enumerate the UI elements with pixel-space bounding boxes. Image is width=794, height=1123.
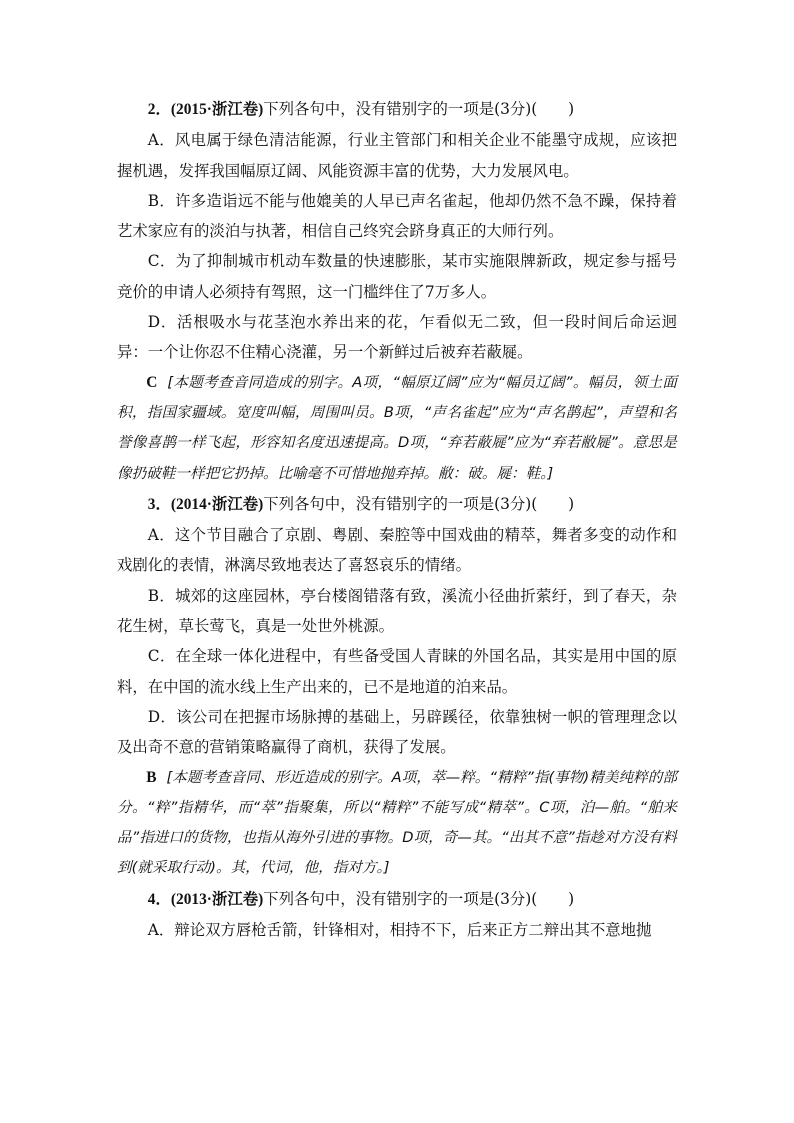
answer-letter: C: [146, 373, 158, 391]
question-source: (2013·浙江卷): [170, 890, 264, 908]
question-source: (2015·浙江卷): [170, 101, 264, 118]
answer-analysis: [本题考查音同、形近造成的别字。A项，萃—粹。“精粹”指(事物)精美纯粹的部分。“粹”指精华，而“萃”指聚集，所以“精粹”不能写成“精萃”。C项，泊—舶。“舶来品”指进口的货物，也指从海外引进的事物。D项，奇—其。“出其不意”指趁对方没有料到(就采取行动)。其，代词，他，指对方。]: [117, 768, 677, 877]
question-2-stem: [117, 94, 677, 125]
question-3-option-a: A．这个节目融合了京剧、粤剧、秦腔等中国戏曲的精萃，舞者多变的动作和戏剧化的表情，淋漓尽致地表达了喜怒哀乐的情绪。: [117, 526, 677, 575]
answer-analysis: [本题考查音同造成的别字。A项，“幅原辽阔”应为“幅员辽阔”。幅员，领土面积，指国家疆域。宽度叫幅，周围叫员。B项，“声名雀起”应为“声名鹊起”，声望和名誉像喜鹊一样飞起，形容知名度迅速提高。D项，“弃若蔽屣”应为“弃若敝屣”。意思是像扔破鞋一样把它扔掉。比喻毫不可惜地抛弃掉。敝：破。屣：鞋。]: [117, 373, 677, 482]
question-3-option-b: B．城郊的这座园林，亭台楼阁错落有致，溪流小径曲折萦纡，到了春天，杂花生树，草长莺飞，真是一处世外桃源。: [117, 586, 677, 636]
question-4-option-a: A．辩论双方唇枪舌箭，针锋相对，相持不下，后来正方二辩出其不意地抛: [147, 921, 652, 940]
question-2-option-d: D．活根吸水与花茎泡水养出来的花，乍看似无二致，但一段时间后命运迥异：一个让你忍不住精心浇灌，另一个新鲜过后被弃若蔽屣。: [117, 313, 677, 362]
question-4-stem: [117, 884, 677, 915]
question-number: 4．: [147, 890, 171, 908]
document-content: [117, 94, 677, 945]
question-number: 2．: [147, 101, 171, 118]
question-stem-text: 下列各句中，没有错别字的一项是(3分)( ): [263, 889, 575, 908]
question-3-option-d: D．该公司在把握市场脉搏的基础上，另辟蹊径，依靠独树一帜的管理理念以及出奇不意的营销策略赢得了商机，获得了发展。: [117, 707, 677, 757]
question-2-option-a: A．风电属于绿色清洁能源，行业主管部门和相关企业不能墨守成规，应该把握机遇，发挥我国幅原辽阔、风能资源丰富的优势，大力发展风电。: [117, 131, 677, 180]
question-3-option-c: C．在全球一体化进程中，有些备受国人青睐的外国名品，其实是用中国的原料，在中国的流水线上生产出来的，已不是地道的泊来品。: [117, 647, 677, 696]
answer-letter: B: [146, 768, 157, 786]
question-2-option-b: B．许多造诣远不能与他媲美的人早已声名雀起，他却仍然不急不躁，保持着艺术家应有的淡泊与执著，相信自己终究会跻身真正的大师行列。: [117, 191, 677, 241]
question-2-option-c: C．为了抑制城市机动车数量的快速膨胀，某市实施限牌新政，规定参与摇号竞价的申请人必须持有驾照，这一门槛绊住了7万多人。: [117, 252, 677, 301]
question-number: 3．: [147, 495, 171, 513]
question-stem-text: 下列各句中，没有错别字的一项是(3分)( ): [263, 494, 575, 513]
question-3-stem: [117, 489, 677, 520]
question-source: (2014·浙江卷): [170, 495, 264, 513]
question-3-answer: [117, 763, 677, 884]
question-2-answer: [117, 368, 677, 489]
question-stem-text: 下列各句中，没有错别字的一项是(3分)( ): [263, 100, 575, 118]
